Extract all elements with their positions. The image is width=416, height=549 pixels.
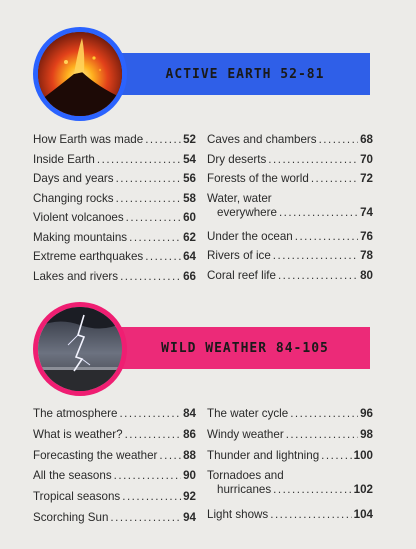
dot-leader [119, 407, 181, 420]
toc-entry[interactable] [207, 269, 373, 289]
entry-title: Water, water [207, 191, 272, 205]
page-number: 84 [183, 407, 196, 420]
page-number: 86 [183, 427, 196, 441]
dot-leader [286, 428, 358, 441]
entry-title: Coral reef life [207, 268, 276, 282]
entry-row [33, 250, 196, 263]
entry-row [33, 153, 196, 166]
toc-entry[interactable] [33, 270, 196, 290]
entry-row [207, 133, 373, 146]
dot-leader [114, 469, 181, 482]
dot-leader [120, 270, 181, 283]
entry-row [33, 172, 196, 185]
toc-entry[interactable] [33, 231, 196, 251]
dot-leader [273, 483, 352, 496]
toc-entry[interactable] [207, 508, 373, 529]
entry-title: Inside Earth [33, 152, 95, 166]
dot-leader [129, 231, 181, 244]
toc-entry[interactable] [33, 469, 196, 490]
page-number: 60 [183, 211, 196, 224]
entry-title: Windy weather [207, 427, 284, 441]
toc-entry[interactable] [207, 172, 373, 192]
entry-title: Lakes and rivers [33, 269, 119, 283]
entry-row [207, 230, 373, 243]
dot-leader [159, 449, 181, 462]
dot-leader [116, 192, 182, 205]
entry-title: Dry deserts [207, 152, 267, 166]
toc-list-active-earth-right [207, 133, 373, 288]
dot-leader [97, 153, 181, 166]
entry-row [33, 490, 196, 503]
entry-title: Under the ocean [207, 229, 293, 243]
entry-row [207, 449, 373, 462]
page-number: 104 [353, 508, 373, 522]
volcano-image-icon [33, 27, 127, 121]
entry-row [33, 428, 196, 441]
entry-row [33, 270, 196, 283]
toc-entry[interactable] [207, 449, 373, 470]
toc-list-active-earth-left [33, 133, 196, 289]
entry-title: Thunder and lightning [207, 448, 320, 462]
entry-title: everywhere [217, 205, 277, 219]
dot-leader [273, 249, 358, 262]
dot-leader [295, 230, 358, 243]
entry-title: Extreme earthquakes [33, 250, 144, 263]
entry-title: hurricanes [217, 483, 272, 497]
entry-title: Scorching Sun [33, 510, 109, 524]
entry-title: Rivers of ice [207, 249, 271, 262]
page-number: 56 [183, 172, 196, 185]
page-number: 80 [360, 268, 373, 282]
page-number: 90 [183, 469, 196, 483]
section-title: ACTIVE EARTH 52-81 [165, 66, 325, 82]
entry-title: Tornadoes and [207, 469, 284, 483]
entry-title: Days and years [33, 172, 114, 185]
entry-row [33, 407, 196, 420]
page-number: 88 [183, 448, 196, 462]
toc-list-wild-weather-left [33, 407, 196, 532]
page-number: 54 [183, 152, 196, 166]
toc-entry[interactable] [33, 192, 196, 212]
dot-leader [290, 407, 358, 420]
dot-leader [321, 449, 352, 462]
entry-title: Forecasting the weather [33, 448, 158, 462]
dot-leader [268, 153, 358, 166]
page-number: 76 [360, 229, 373, 243]
toc-entry[interactable] [33, 428, 196, 449]
page-number: 96 [360, 407, 373, 420]
dot-leader [116, 172, 182, 185]
page-number: 74 [360, 205, 373, 219]
entry-row [33, 192, 196, 205]
toc-list-wild-weather-right [207, 407, 373, 529]
toc-entry[interactable] [33, 172, 196, 192]
entry-row [207, 269, 373, 282]
section-title: WILD WEATHER 84-105 [161, 340, 329, 356]
entry-row [33, 469, 196, 482]
entry-title: Forests of the world [207, 172, 309, 185]
page-number: 58 [183, 191, 196, 205]
toc-entry[interactable] [33, 211, 196, 231]
dot-leader [125, 428, 182, 441]
entry-row [207, 249, 373, 262]
dot-leader [110, 511, 181, 524]
toc-entry[interactable] [207, 133, 373, 153]
entry-row [207, 153, 373, 166]
entry-row [207, 172, 373, 185]
entry-title: Violent volcanoes [33, 211, 124, 224]
dot-leader [319, 133, 359, 146]
entry-row [33, 133, 196, 146]
page-number: 102 [353, 483, 373, 497]
page-number: 94 [183, 510, 196, 524]
page-number: 100 [353, 448, 373, 462]
toc-entry[interactable] [33, 407, 196, 428]
entry-title: All the seasons [33, 469, 112, 483]
dot-leader [145, 133, 181, 146]
toc-entry[interactable] [207, 230, 373, 250]
entry-row [33, 511, 196, 524]
entry-title: The water cycle [207, 407, 289, 420]
toc-entry[interactable] [207, 249, 373, 269]
toc-entry[interactable] [33, 153, 196, 173]
entry-row [207, 508, 373, 521]
entry-title: Light shows [207, 508, 269, 522]
page-number: 70 [360, 152, 373, 166]
dot-leader [270, 508, 351, 521]
page-number: 68 [360, 133, 373, 146]
toc-entry[interactable] [207, 407, 373, 428]
entry-row [33, 231, 196, 244]
page-number: 62 [183, 230, 196, 244]
entry-title: What is weather? [33, 427, 123, 441]
entry-row [207, 483, 373, 496]
toc-entry[interactable] [33, 490, 196, 511]
toc-entry[interactable] [33, 511, 196, 532]
entry-title: Tropical seasons [33, 490, 121, 504]
toc-entry[interactable] [207, 192, 373, 230]
entry-row [33, 449, 196, 462]
toc-entry[interactable] [33, 449, 196, 470]
entry-title: Caves and chambers [207, 133, 317, 146]
toc-entry[interactable] [207, 153, 373, 173]
dot-leader [122, 490, 181, 503]
dot-leader [278, 269, 358, 282]
page-number: 66 [183, 269, 196, 283]
page-number: 72 [360, 172, 373, 185]
toc-entry[interactable] [33, 133, 196, 153]
toc-entry[interactable] [33, 250, 196, 270]
page-number: 78 [360, 249, 373, 262]
page-number: 64 [183, 250, 196, 263]
lightning-image-icon [33, 302, 127, 396]
page-number: 92 [183, 490, 196, 504]
entry-title: The atmosphere [33, 407, 118, 420]
entry-row [207, 428, 373, 441]
toc-entry[interactable] [207, 469, 373, 508]
dot-leader [126, 211, 181, 224]
entry-row [207, 407, 373, 420]
dot-leader [311, 172, 358, 185]
dot-leader [145, 250, 181, 263]
entry-title: Changing rocks [33, 191, 114, 205]
page-number: 52 [183, 133, 196, 146]
entry-row [207, 206, 373, 219]
entry-row [33, 211, 196, 224]
entry-title: Making mountains [33, 230, 128, 244]
entry-title: How Earth was made [33, 133, 144, 146]
toc-entry[interactable] [207, 428, 373, 449]
dot-leader [279, 206, 358, 219]
page-number: 98 [360, 427, 373, 441]
